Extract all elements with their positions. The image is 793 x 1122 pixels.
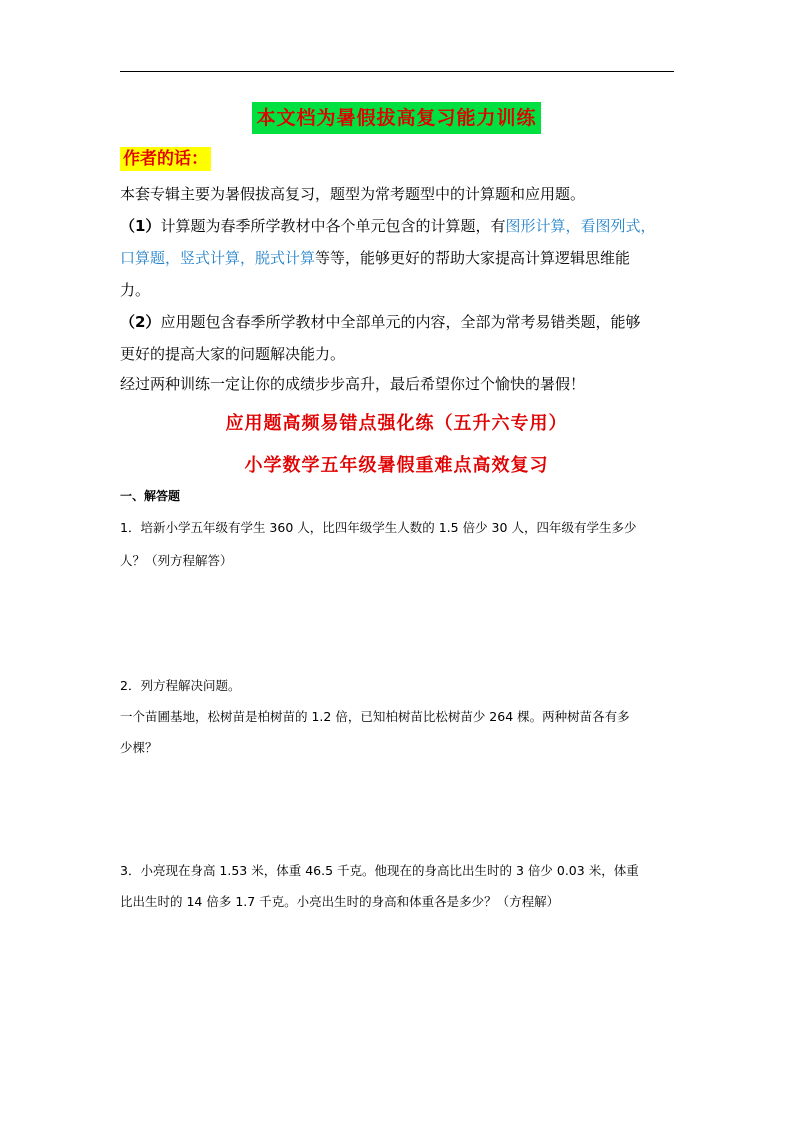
intro-p2-line-2: 更好的提高大家的问题解决能力。 bbox=[120, 345, 346, 363]
author-label: 作者的话： bbox=[120, 147, 211, 171]
question-2-line-1: 2．列方程解决问题。 bbox=[120, 678, 241, 693]
intro-p1-line-2 bbox=[120, 248, 676, 268]
subtitle-1: 应用题高频易错点强化练（五升六专用） bbox=[225, 413, 568, 434]
p2-number: （2） bbox=[120, 313, 161, 331]
p1-text-b: 等等，能够更好的帮助大家提高计算逻辑思维能 bbox=[315, 249, 631, 267]
p1-highlight-2: 口算题，竖式计算，脱式计算 bbox=[120, 249, 316, 267]
p1-number: （1） bbox=[120, 217, 161, 235]
p1-highlight-1: 图形计算，看图列式， bbox=[505, 217, 656, 235]
intro-p1-line-1 bbox=[120, 216, 676, 236]
question-1-line-2: 人？（列方程解答） bbox=[120, 553, 233, 568]
p1-text-a: 计算题为春季所学教材中各个单元包含的计算题，有 bbox=[160, 217, 506, 235]
intro-p2-line-1 bbox=[120, 312, 676, 332]
banner-title: 本文档为暑假拔高复习能力训练 bbox=[252, 102, 540, 134]
question-1-line-1: 1．培新小学五年级有学生 360 人，比四年级学生人数的 1.5 倍少 30 人，四年级有学生多少 bbox=[120, 520, 637, 535]
intro-line-1: 本套专辑主要为暑假拔高复习，题型为常考题型中的计算题和应用题。 bbox=[120, 185, 586, 203]
intro-p1-line-3: 力。 bbox=[120, 281, 151, 299]
question-2-line-3: 少棵？ bbox=[120, 740, 158, 755]
banner-container bbox=[0, 102, 793, 134]
intro-closing: 经过两种训练一定让你的成绩步步高升，最后希望你过个愉快的暑假！ bbox=[120, 375, 586, 393]
header-rule bbox=[120, 71, 674, 72]
subtitle-2: 小学数学五年级暑假重难点高效复习 bbox=[244, 455, 549, 476]
question-2-line-2: 一个苗圃基地，松树苗是柏树苗的 1.2 倍，已知柏树苗比松树苗少 264 棵。两种树苗各有多 bbox=[120, 709, 630, 724]
question-3-line-1: 3．小亮现在身高 1.53 米，体重 46.5 千克。他现在的身高比出生时的 3 倍少 0.03 米，体重 bbox=[120, 863, 639, 878]
section-heading: 一、解答题 bbox=[120, 489, 181, 503]
p2-text-a: 应用题包含春季所学教材中全部单元的内容，全部为常考易错类题，能够 bbox=[160, 313, 641, 331]
question-3-line-2: 比出生时的 14 倍多 1.7 千克。小亮出生时的身高和体重各是多少？（方程解） bbox=[120, 894, 560, 909]
